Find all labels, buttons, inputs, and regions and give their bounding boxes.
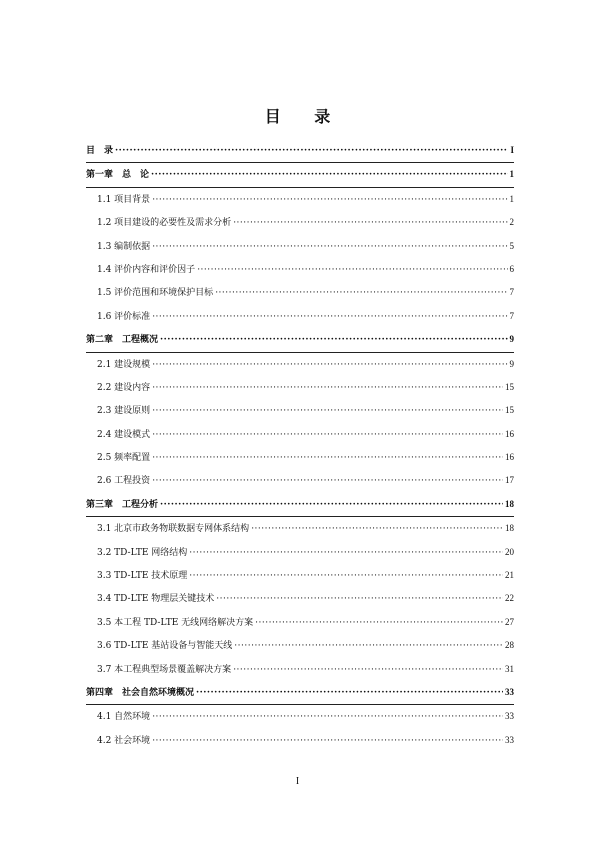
toc-entry-label: 2.4 建设模式	[97, 429, 151, 440]
dot-leader	[233, 212, 507, 235]
dot-leader	[233, 659, 503, 682]
toc-entry-label: 2.3 建设原则	[97, 406, 151, 417]
toc-entry-page-number: 15	[505, 381, 514, 392]
toc-section-entry[interactable]	[86, 541, 514, 564]
toc-entry-label: 4.1 自然环境	[97, 712, 151, 723]
toc-entry-page-number: 18	[505, 523, 514, 534]
toc-entry-label: 1.2 项目建设的必要性及需求分析	[97, 218, 232, 229]
dot-leader	[152, 400, 503, 423]
toc-chapter-entry[interactable]	[86, 139, 514, 163]
toc-entry-label: 3.4 TD-LTE 物理层关键技术	[97, 594, 215, 605]
toc-entry-label: 第四章 社会自然环境概况	[86, 687, 195, 698]
toc-entry-page-number: 28	[505, 640, 514, 651]
toc-section-entry[interactable]	[86, 469, 514, 492]
toc-entry-page-number: 7	[509, 310, 514, 321]
dot-leader	[115, 140, 508, 163]
toc-entry-label: 1.6 评价标准	[97, 311, 151, 322]
toc-section-entry[interactable]	[86, 399, 514, 422]
page-title: 目 录	[264, 107, 345, 126]
toc-entry-page-number: 33	[505, 711, 514, 722]
toc-section-entry[interactable]	[86, 705, 514, 728]
toc-chapter-entry[interactable]	[86, 493, 514, 517]
dot-leader	[152, 236, 507, 259]
toc-entry-page-number: 31	[505, 663, 514, 674]
dot-leader	[196, 682, 503, 705]
dot-leader	[197, 259, 507, 282]
toc-entry-page-number: 16	[505, 452, 514, 463]
toc-entry-page-number: 33	[505, 686, 514, 697]
dot-leader	[160, 329, 507, 352]
dot-leader	[152, 306, 507, 329]
toc-section-entry[interactable]	[86, 423, 514, 446]
toc-entry-label: 3.1 北京市政务物联数据专网体系结构	[97, 524, 250, 535]
toc-entry-page-number: 21	[505, 570, 514, 581]
dot-leader	[215, 282, 507, 305]
dot-leader	[152, 447, 503, 470]
dot-leader	[152, 354, 507, 377]
toc-section-entry[interactable]	[86, 188, 514, 211]
toc-chapter-entry[interactable]	[86, 681, 514, 705]
toc-entry-page-number: 22	[505, 593, 514, 604]
toc-entry-page-number: 20	[505, 546, 514, 557]
toc-entry-label: 3.5 本工程 TD-LTE 无线网络解决方案	[97, 617, 254, 628]
toc-entry-page-number: 1	[509, 193, 514, 204]
dot-leader	[152, 706, 503, 729]
toc-section-entry[interactable]	[86, 611, 514, 634]
toc-section-entry[interactable]	[86, 564, 514, 587]
toc-entry-page-number: 6	[509, 263, 514, 274]
toc-chapter-entry[interactable]	[86, 163, 514, 187]
toc-section-entry[interactable]	[86, 235, 514, 258]
dot-leader	[160, 494, 503, 517]
toc-section-entry[interactable]	[86, 729, 514, 752]
toc-section-entry[interactable]	[86, 353, 514, 376]
toc-entry-label: 1.4 评价内容和评价因子	[97, 264, 196, 275]
dot-leader	[152, 424, 503, 447]
toc-entry-page-number: 5	[509, 240, 514, 251]
dot-leader	[152, 730, 503, 753]
toc-entry-label: 3.2 TD-LTE 网络结构	[97, 547, 188, 558]
dot-leader	[189, 542, 503, 565]
toc-entry-label: 2.6 工程投资	[97, 476, 151, 487]
toc-entry-page-number: 15	[505, 405, 514, 416]
toc-entry-label: 1.3 编制依据	[97, 241, 151, 252]
toc-entry-page-number: 17	[505, 475, 514, 486]
toc-entry-label: 第一章 总 论	[86, 170, 150, 181]
toc-entry-label: 目 录	[86, 146, 114, 156]
toc-entry-label: 3.6 TD-LTE 基站设备与智能天线	[97, 641, 233, 652]
toc-entry-label: 2.1 建设规模	[97, 359, 151, 370]
toc-section-entry[interactable]	[86, 634, 514, 657]
toc-entry-label: 第二章 工程概况	[86, 335, 159, 346]
toc-chapter-entry[interactable]	[86, 328, 514, 352]
toc-entry-page-number: I	[510, 145, 514, 155]
toc-section-entry[interactable]	[86, 658, 514, 681]
toc-section-entry[interactable]	[86, 446, 514, 469]
toc-entry-label: 1.1 项目背景	[97, 194, 151, 205]
toc-section-entry[interactable]	[86, 376, 514, 399]
dot-leader	[152, 189, 507, 212]
toc-entry-page-number: 7	[509, 287, 514, 298]
toc-section-entry[interactable]	[86, 305, 514, 328]
toc-entry-page-number: 1	[509, 169, 514, 180]
dot-leader	[189, 565, 503, 588]
toc-entry-label: 1.5 评价范围和环境保护目标	[97, 288, 214, 299]
toc-entry-page-number: 18	[505, 498, 514, 509]
dot-leader	[152, 470, 503, 493]
toc-entry-label: 3.3 TD-LTE 技术原理	[97, 571, 188, 582]
dot-leader	[152, 377, 503, 400]
dot-leader	[234, 635, 503, 658]
toc-entry-page-number: 27	[505, 616, 514, 627]
toc-entry-label: 3.7 本工程典型场景覆盖解决方案	[97, 664, 232, 675]
toc-entry-label: 2.2 建设内容	[97, 382, 151, 393]
toc-entry-page-number: 9	[509, 358, 514, 369]
toc-entry-label: 第三章 工程分析	[86, 499, 159, 510]
toc-entry-page-number: 33	[505, 734, 514, 745]
toc-entry-label: 4.2 社会环境	[97, 735, 151, 746]
toc-entry-label: 2.5 频率配置	[97, 453, 151, 464]
toc-section-entry[interactable]	[86, 587, 514, 610]
dot-leader	[151, 164, 507, 187]
dot-leader	[251, 518, 503, 541]
dot-leader	[216, 588, 503, 611]
toc-section-entry[interactable]	[86, 211, 514, 234]
toc-section-entry[interactable]	[86, 281, 514, 304]
toc-entry-page-number: 9	[509, 334, 514, 345]
page-number: I	[295, 776, 300, 787]
table-of-contents	[86, 139, 514, 752]
toc-section-entry[interactable]	[86, 517, 514, 540]
toc-entry-page-number: 2	[509, 217, 514, 228]
toc-section-entry[interactable]	[86, 258, 514, 281]
toc-entry-page-number: 16	[505, 428, 514, 439]
dot-leader	[255, 612, 503, 635]
